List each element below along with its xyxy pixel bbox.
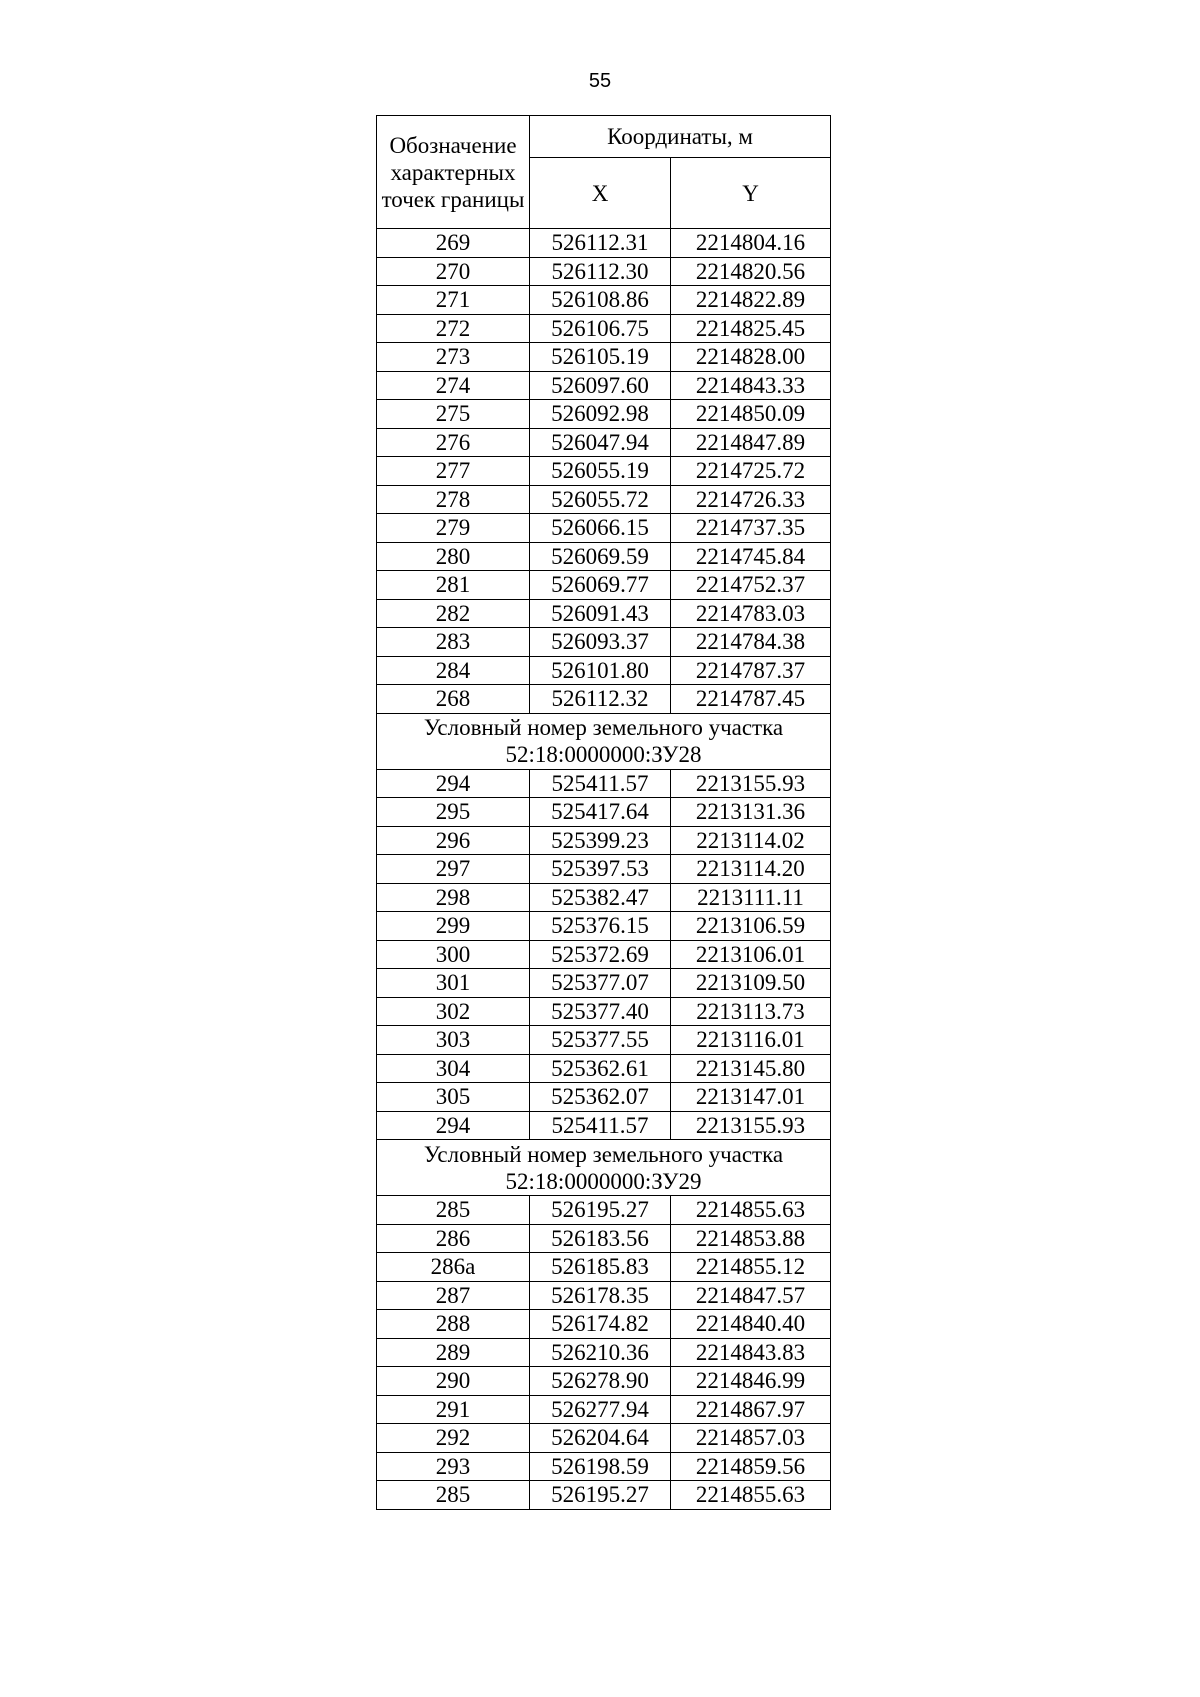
point-id-cell: 280 (377, 542, 530, 571)
x-coordinate-cell: 526174.82 (530, 1310, 671, 1339)
section-row (377, 713, 831, 769)
x-coordinate-cell: 525382.47 (530, 883, 671, 912)
y-coordinate-cell: 2213155.93 (671, 1111, 831, 1140)
table-row (377, 1083, 831, 1112)
y-coordinate-cell: 2214820.56 (671, 257, 831, 286)
table-row (377, 940, 831, 969)
table-row (377, 1338, 831, 1367)
coordinates-table (376, 115, 831, 1510)
section-cadastral-number: 52:18:0000000:ЗУ28 (505, 742, 702, 767)
y-coordinate-cell: 2214752.37 (671, 571, 831, 600)
x-coordinate-cell: 526066.15 (530, 514, 671, 543)
y-coordinate-cell: 2214825.45 (671, 314, 831, 343)
table-body (377, 229, 831, 1510)
x-coordinate-cell: 526112.31 (530, 229, 671, 258)
y-coordinate-cell: 2213155.93 (671, 769, 831, 798)
point-id-cell: 281 (377, 571, 530, 600)
x-coordinate-cell: 526055.72 (530, 485, 671, 514)
header-coordinates: Координаты, м (530, 116, 831, 158)
x-coordinate-cell: 526278.90 (530, 1367, 671, 1396)
point-id-cell: 288 (377, 1310, 530, 1339)
x-coordinate-cell: 526185.83 (530, 1253, 671, 1282)
x-coordinate-cell: 526097.60 (530, 371, 671, 400)
point-id-cell: 293 (377, 1452, 530, 1481)
y-coordinate-cell: 2213147.01 (671, 1083, 831, 1112)
point-id-cell: 269 (377, 229, 530, 258)
point-id-cell: 282 (377, 599, 530, 628)
x-coordinate-cell: 525411.57 (530, 1111, 671, 1140)
table-row (377, 514, 831, 543)
y-coordinate-cell: 2214847.89 (671, 428, 831, 457)
x-coordinate-cell: 526106.75 (530, 314, 671, 343)
table-row (377, 229, 831, 258)
table-row (377, 571, 831, 600)
x-coordinate-cell: 526204.64 (530, 1424, 671, 1453)
header-designation: Обозначение характерных точек границы (377, 116, 530, 229)
point-id-cell: 277 (377, 457, 530, 486)
x-coordinate-cell: 525377.40 (530, 997, 671, 1026)
x-coordinate-cell: 526112.30 (530, 257, 671, 286)
y-coordinate-cell: 2214855.63 (671, 1196, 831, 1225)
point-id-cell: 272 (377, 314, 530, 343)
y-coordinate-cell: 2213114.20 (671, 855, 831, 884)
table-row (377, 485, 831, 514)
x-coordinate-cell: 526210.36 (530, 1338, 671, 1367)
table-row (377, 1452, 831, 1481)
x-coordinate-cell: 525399.23 (530, 826, 671, 855)
y-coordinate-cell: 2214847.57 (671, 1281, 831, 1310)
table-row (377, 798, 831, 827)
table-row (377, 1395, 831, 1424)
section-row (377, 1140, 831, 1196)
table-row (377, 1253, 831, 1282)
point-id-cell: 285 (377, 1196, 530, 1225)
x-coordinate-cell: 526093.37 (530, 628, 671, 657)
y-coordinate-cell: 2214787.37 (671, 656, 831, 685)
point-id-cell: 289 (377, 1338, 530, 1367)
point-id-cell: 290 (377, 1367, 530, 1396)
y-coordinate-cell: 2214855.63 (671, 1481, 831, 1510)
point-id-cell: 300 (377, 940, 530, 969)
x-coordinate-cell: 526047.94 (530, 428, 671, 457)
section-title: Условный номер земельного участка (423, 1141, 784, 1167)
y-coordinate-cell: 2214725.72 (671, 457, 831, 486)
x-coordinate-cell: 525376.15 (530, 912, 671, 941)
x-coordinate-cell: 525362.61 (530, 1054, 671, 1083)
table-row (377, 912, 831, 941)
table-row (377, 371, 831, 400)
x-coordinate-cell: 526195.27 (530, 1481, 671, 1510)
table-row (377, 1424, 831, 1453)
table-row (377, 855, 831, 884)
table-row (377, 286, 831, 315)
y-coordinate-cell: 2214745.84 (671, 542, 831, 571)
x-coordinate-cell: 526108.86 (530, 286, 671, 315)
y-coordinate-cell: 2213114.02 (671, 826, 831, 855)
table-row (377, 969, 831, 998)
point-id-cell: 304 (377, 1054, 530, 1083)
section-title: Условный номер земельного участка (423, 715, 784, 740)
point-id-cell: 303 (377, 1026, 530, 1055)
x-coordinate-cell: 525417.64 (530, 798, 671, 827)
point-id-cell: 295 (377, 798, 530, 827)
point-id-cell: 284 (377, 656, 530, 685)
y-coordinate-cell: 2213106.59 (671, 912, 831, 941)
header-x: X (530, 158, 671, 229)
point-id-cell: 294 (377, 1111, 530, 1140)
table-row (377, 428, 831, 457)
point-id-cell: 283 (377, 628, 530, 657)
table-row (377, 1281, 831, 1310)
y-coordinate-cell: 2214784.38 (671, 628, 831, 657)
point-id-cell: 297 (377, 855, 530, 884)
table-row (377, 343, 831, 372)
y-coordinate-cell: 2213116.01 (671, 1026, 831, 1055)
point-id-cell: 273 (377, 343, 530, 372)
table-row (377, 1196, 831, 1225)
y-coordinate-cell: 2214804.16 (671, 229, 831, 258)
y-coordinate-cell: 2214840.40 (671, 1310, 831, 1339)
x-coordinate-cell: 526112.32 (530, 685, 671, 714)
x-coordinate-cell: 525372.69 (530, 940, 671, 969)
table-row (377, 1026, 831, 1055)
x-coordinate-cell: 525397.53 (530, 855, 671, 884)
y-coordinate-cell: 2214737.35 (671, 514, 831, 543)
point-id-cell: 270 (377, 257, 530, 286)
y-coordinate-cell: 2214867.97 (671, 1395, 831, 1424)
table-row (377, 400, 831, 429)
section-cadastral-number: 52:18:0000000:ЗУ29 (505, 1168, 702, 1194)
y-coordinate-cell: 2213109.50 (671, 969, 831, 998)
x-coordinate-cell: 525362.07 (530, 1083, 671, 1112)
x-coordinate-cell: 526091.43 (530, 599, 671, 628)
x-coordinate-cell: 526092.98 (530, 400, 671, 429)
table-row (377, 1367, 831, 1396)
x-coordinate-cell: 526178.35 (530, 1281, 671, 1310)
y-coordinate-cell: 2214850.09 (671, 400, 831, 429)
y-coordinate-cell: 2213111.11 (671, 883, 831, 912)
table-row (377, 883, 831, 912)
table-row (377, 1481, 831, 1510)
point-id-cell: 274 (377, 371, 530, 400)
x-coordinate-cell: 526195.27 (530, 1196, 671, 1225)
y-coordinate-cell: 2213145.80 (671, 1054, 831, 1083)
y-coordinate-cell: 2214846.99 (671, 1367, 831, 1396)
point-id-cell: 286а (377, 1253, 530, 1282)
y-coordinate-cell: 2214853.88 (671, 1224, 831, 1253)
point-id-cell: 292 (377, 1424, 530, 1453)
point-id-cell: 275 (377, 400, 530, 429)
y-coordinate-cell: 2213113.73 (671, 997, 831, 1026)
table-row (377, 769, 831, 798)
y-coordinate-cell: 2213106.01 (671, 940, 831, 969)
table-row (377, 1224, 831, 1253)
point-id-cell: 301 (377, 969, 530, 998)
table-row (377, 628, 831, 657)
point-id-cell: 279 (377, 514, 530, 543)
x-coordinate-cell: 526105.19 (530, 343, 671, 372)
point-id-cell: 294 (377, 769, 530, 798)
point-id-cell: 278 (377, 485, 530, 514)
point-id-cell: 287 (377, 1281, 530, 1310)
header-y: Y (671, 158, 831, 229)
point-id-cell: 296 (377, 826, 530, 855)
x-coordinate-cell: 526055.19 (530, 457, 671, 486)
table-header-row (377, 116, 831, 158)
y-coordinate-cell: 2214843.83 (671, 1338, 831, 1367)
table-row (377, 314, 831, 343)
table-row (377, 826, 831, 855)
point-id-cell: 268 (377, 685, 530, 714)
y-coordinate-cell: 2214822.89 (671, 286, 831, 315)
table-row (377, 542, 831, 571)
table-row (377, 685, 831, 714)
table-row (377, 1054, 831, 1083)
table-row (377, 1310, 831, 1339)
x-coordinate-cell: 526069.77 (530, 571, 671, 600)
x-coordinate-cell: 526183.56 (530, 1224, 671, 1253)
point-id-cell: 299 (377, 912, 530, 941)
page-number: 55 (588, 70, 612, 92)
x-coordinate-cell: 526101.80 (530, 656, 671, 685)
section-label (377, 713, 831, 769)
x-coordinate-cell: 525411.57 (530, 769, 671, 798)
table-row (377, 457, 831, 486)
y-coordinate-cell: 2213131.36 (671, 798, 831, 827)
section-label (377, 1140, 831, 1196)
table-row (377, 656, 831, 685)
point-id-cell: 286 (377, 1224, 530, 1253)
point-id-cell: 302 (377, 997, 530, 1026)
table-row (377, 599, 831, 628)
y-coordinate-cell: 2214857.03 (671, 1424, 831, 1453)
x-coordinate-cell: 526198.59 (530, 1452, 671, 1481)
x-coordinate-cell: 526277.94 (530, 1395, 671, 1424)
y-coordinate-cell: 2214855.12 (671, 1253, 831, 1282)
y-coordinate-cell: 2214787.45 (671, 685, 831, 714)
point-id-cell: 276 (377, 428, 530, 457)
point-id-cell: 291 (377, 1395, 530, 1424)
y-coordinate-cell: 2214726.33 (671, 485, 831, 514)
point-id-cell: 305 (377, 1083, 530, 1112)
y-coordinate-cell: 2214843.33 (671, 371, 831, 400)
point-id-cell: 271 (377, 286, 530, 315)
point-id-cell: 298 (377, 883, 530, 912)
x-coordinate-cell: 526069.59 (530, 542, 671, 571)
y-coordinate-cell: 2214859.56 (671, 1452, 831, 1481)
table-row (377, 997, 831, 1026)
x-coordinate-cell: 525377.07 (530, 969, 671, 998)
y-coordinate-cell: 2214828.00 (671, 343, 831, 372)
x-coordinate-cell: 525377.55 (530, 1026, 671, 1055)
table-row (377, 1111, 831, 1140)
y-coordinate-cell: 2214783.03 (671, 599, 831, 628)
point-id-cell: 285 (377, 1481, 530, 1510)
table-row (377, 257, 831, 286)
